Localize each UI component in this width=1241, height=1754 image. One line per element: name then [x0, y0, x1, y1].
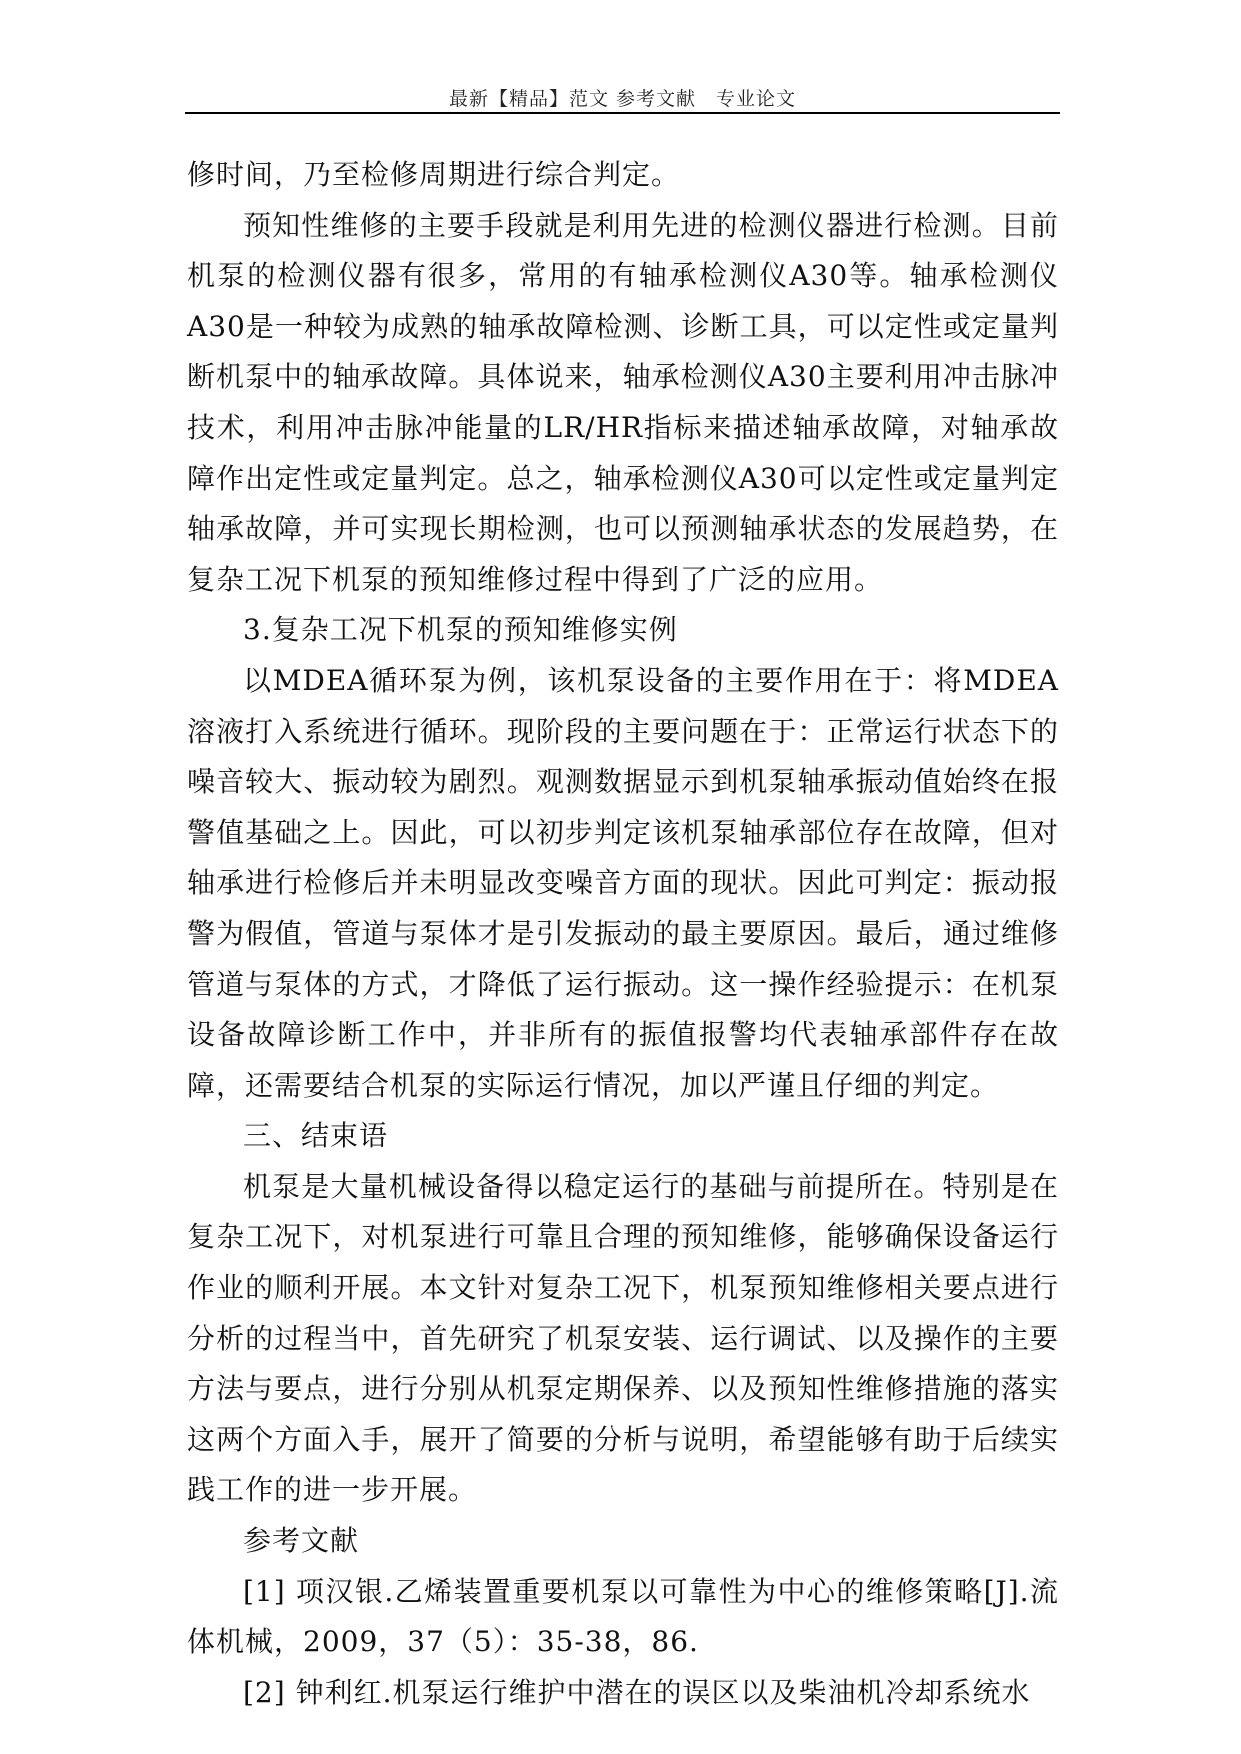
section-heading-example: 3.复杂工况下机泵的预知维修实例: [243, 613, 678, 647]
paragraph-conclusion: 机泵是大量机械设备得以稳定运行的基础与前提所在。特别是在复杂工况下，对机泵进行可靠且合理的预知维修，能够确保设备运行作业的顺利开展。本文针对复杂工况下，机泵预知维修相关要点进行分析的过程当中，首先研究了机泵安装、运行调试、以及操作的主要方法与要点，进行分别从机泵定期保养、以及预知性维修措施的落实这两个方面入手，展开了简要的分析与说明，希望能够有助于后续实践工作的进一步开展。: [187, 1169, 1059, 1507]
document-body: [187, 150, 1059, 1718]
paragraph-mdea-example: 以MDEA循环泵为例，该机泵设备的主要作用在于：将MDEA溶液打入系统进行循环。现阶段的主要问题在于：正常运行状态下的噪音较大、振动较为剧烈。观测数据显示到机泵轴承振动值始终在报警值基础之上。因此，可以初步判定该机泵轴承部位存在故障，但对轴承进行检修后并未明显改变噪音方面的现状。因此可判定：振动报警为假值，管道与泵体才是引发振动的最主要原因。最后，通过维修管道与泵体的方式，才降低了运行振动。这一操作经验提示：在机泵设备故障诊断工作中，并非所有的振值报警均代表轴承部件存在故障，还需要结合机泵的实际运行情况，加以严谨且仔细的判定。: [187, 663, 1059, 1102]
reference-item-2: [2] 钟利红.机泵运行维护中潜在的误区以及柴油机冷却系统水: [243, 1675, 1031, 1709]
paragraph-predictive-tools: 预知性维修的主要手段就是利用先进的检测仪器进行检测。目前机泵的检测仪器有很多，常用的有轴承检测仪A30等。轴承检测仪A30是一种较为成熟的轴承故障检测、诊断工具，可以定性或定量判断机泵中的轴承故障。具体说来，轴承检测仪A30主要利用冲击脉冲技术，利用冲击脉冲能量的LR/HR指标来描述轴承故障，对轴承故障作出定性或定量判定。总之，轴承检测仪A30可以定性或定量判定轴承故障，并可实现长期检测，也可以预测轴承状态的发展趋势，在复杂工况下机泵的预知维修过程中得到了广泛的应用。: [187, 208, 1059, 596]
page-header: 最新【精品】范文 参考文献 专业论文: [448, 88, 797, 110]
reference-item-1: [1] 项汉银.乙烯装置重要机泵以可靠性为中心的维修策略[J].流体机械，2009，37（5）：35-38，86.: [187, 1574, 1059, 1659]
header-rule: [185, 112, 1060, 114]
section-heading-conclusion: 三、结束语: [243, 1119, 389, 1153]
paragraph-continuation: 修时间，乃至检修周期进行综合判定。: [187, 158, 681, 191]
section-heading-references: 参考文献: [243, 1524, 360, 1558]
